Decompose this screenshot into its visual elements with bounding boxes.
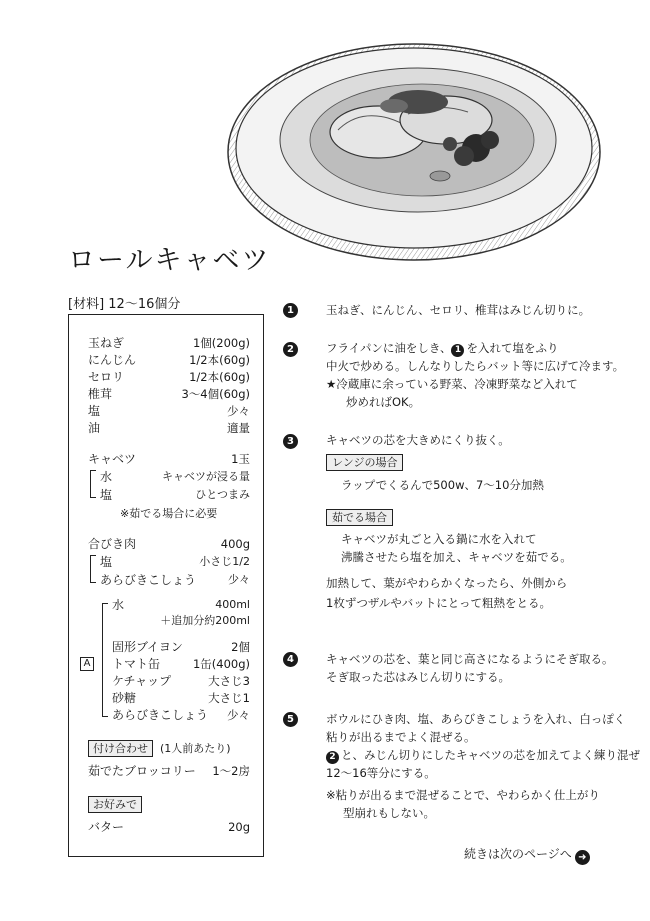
ingredient-qty: 1缶(400g) xyxy=(192,657,250,671)
ingredient-name: にんじん xyxy=(88,353,137,367)
step-text: 2 と、みじん切りにしたキャベツの芯を加えてよく練り混ぜ xyxy=(326,747,640,764)
step-text: ★冷蔵庫に余っている野菜、冷凍野菜など入れて xyxy=(326,377,578,391)
ingredient-name: トマト缶 xyxy=(112,657,161,671)
microwave-label: レンジの場合 xyxy=(326,454,403,471)
ingredient-qty: 少々 xyxy=(228,573,250,586)
step-ref-icon: 1 xyxy=(451,344,464,357)
ingredient-qty: 大さじ1 xyxy=(208,691,250,705)
step-number: 4 xyxy=(283,652,298,667)
ingredient-qty: キャベツが浸る量 xyxy=(162,470,250,483)
ingredient-name: ケチャップ xyxy=(112,674,172,688)
ingredient-qty: 1/2本(60g) xyxy=(189,370,250,384)
ingredient-name: 固形ブイヨン xyxy=(112,640,183,654)
ingredient-name: 油 xyxy=(88,421,101,435)
step-text: フライパンに油をしき、 1 を入れて塩をふり xyxy=(326,341,559,355)
step-text: 粘りが出るまでよく混ぜる。 xyxy=(326,730,476,744)
ingredient-name: キャベツ xyxy=(88,452,137,466)
ingredient-name: 椎茸 xyxy=(88,387,113,401)
ingredient-qty: 適量 xyxy=(227,421,250,435)
step-number: 2 xyxy=(283,342,298,357)
ingredient-name: 塩 xyxy=(100,488,113,502)
step-text: 玉ねぎ、にんじん、セロリ、椎茸はみじん切りに。 xyxy=(326,303,591,317)
ingredient-qty: 1個(200g) xyxy=(192,336,250,350)
continue-link[interactable]: 続きは次のページへ ➜ xyxy=(464,845,590,865)
ingredient-qty: 2個 xyxy=(231,640,250,654)
step-text: ※粘りが出るまで混ぜることで、やわらかく仕上がり xyxy=(326,788,600,802)
step-text: キャベツが丸ごと入る鍋に水を入れて xyxy=(341,532,537,546)
ingredient-qty: 大さじ3 xyxy=(208,674,250,688)
bracket xyxy=(90,470,96,498)
step-text: 12～16等分にする。 xyxy=(326,766,436,780)
step-text: 沸騰させたら塩を加え、キャベツを茹でる。 xyxy=(341,550,572,564)
cabbage-note: ※茹でる場合に必要 xyxy=(120,507,218,520)
step-text: ボウルにひき肉、塩、あらびきこしょうを入れ、白っぽく xyxy=(326,712,626,726)
step-text: 炒めればOK。 xyxy=(346,395,421,409)
ingredient-name: 砂糖 xyxy=(112,691,137,705)
step-text: 型崩れもしない。 xyxy=(343,806,435,820)
optional-label: お好みで xyxy=(88,796,142,813)
step-text: 1枚ずつザルやバットにとって粗熱をとる。 xyxy=(326,596,552,610)
a-group-mark: A xyxy=(80,657,94,671)
ingredient-name: セロリ xyxy=(88,370,125,384)
ingredient-name: 合びき肉 xyxy=(88,537,137,551)
step-number: 1 xyxy=(283,303,298,318)
arrow-right-icon[interactable]: ➜ xyxy=(575,850,590,865)
step-text: そぎ取った芯はみじん切りにする。 xyxy=(326,670,510,684)
ingredient-qty: 1玉 xyxy=(231,452,250,466)
ingredient-name: 水 xyxy=(100,470,113,484)
ingredient-qty: 400ml xyxy=(215,598,250,611)
ingredient-qty: 少々 xyxy=(227,708,250,722)
step-text: 中火で炒める。しんなりしたらバット等に広げて冷ます。 xyxy=(326,359,625,373)
ingredient-extra: ＋追加分約200ml xyxy=(160,614,250,627)
ingredients-header: [材料] 12～16個分 xyxy=(68,297,181,312)
ingredient-qty: 小さじ1/2 xyxy=(199,555,250,568)
ingredient-name: 塩 xyxy=(100,555,113,569)
step-number: 3 xyxy=(283,434,298,449)
ingredient-name: 塩 xyxy=(88,404,101,418)
step-ref-icon: 2 xyxy=(326,751,339,764)
ingredient-name: あらびきこしょう xyxy=(112,708,209,722)
ingredient-name: 茹でたブロッコリー xyxy=(88,764,196,778)
bracket xyxy=(102,603,108,717)
garnish-label: 付け合わせ xyxy=(88,740,153,757)
ingredient-name: あらびきこしょう xyxy=(100,573,197,587)
step-text: ラップでくるんで500w、7～10分加熱 xyxy=(341,478,544,492)
ingredient-name: 玉ねぎ xyxy=(88,336,125,350)
boil-label: 茹でる場合 xyxy=(326,509,393,526)
ingredient-qty: 少々 xyxy=(227,404,250,418)
step-text: キャベツの芯を、葉と同じ高さになるようにそぎ取る。 xyxy=(326,652,614,666)
ingredient-qty: 1/2本(60g) xyxy=(189,353,250,367)
step-text: キャベツの芯を大きめにくり抜く。 xyxy=(326,433,510,447)
page-title: ロールキャベツ xyxy=(68,245,271,276)
ingredient-qty: 20g xyxy=(228,820,250,834)
ingredient-name: バター xyxy=(88,820,125,834)
ingredient-qty: 1～2房 xyxy=(212,764,250,778)
bracket xyxy=(90,555,96,583)
ingredient-qty: 400g xyxy=(220,537,250,551)
garnish-note: (1人前あたり) xyxy=(160,742,231,755)
ingredient-qty: 3～4個(60g) xyxy=(181,387,250,401)
ingredient-name: 水 xyxy=(112,598,125,612)
ingredient-qty: ひとつまみ xyxy=(195,488,250,501)
step-text: 加熱して、葉がやわらかくなったら、外側から xyxy=(326,576,568,590)
plate-illustration xyxy=(218,40,618,270)
step-number: 5 xyxy=(283,712,298,727)
